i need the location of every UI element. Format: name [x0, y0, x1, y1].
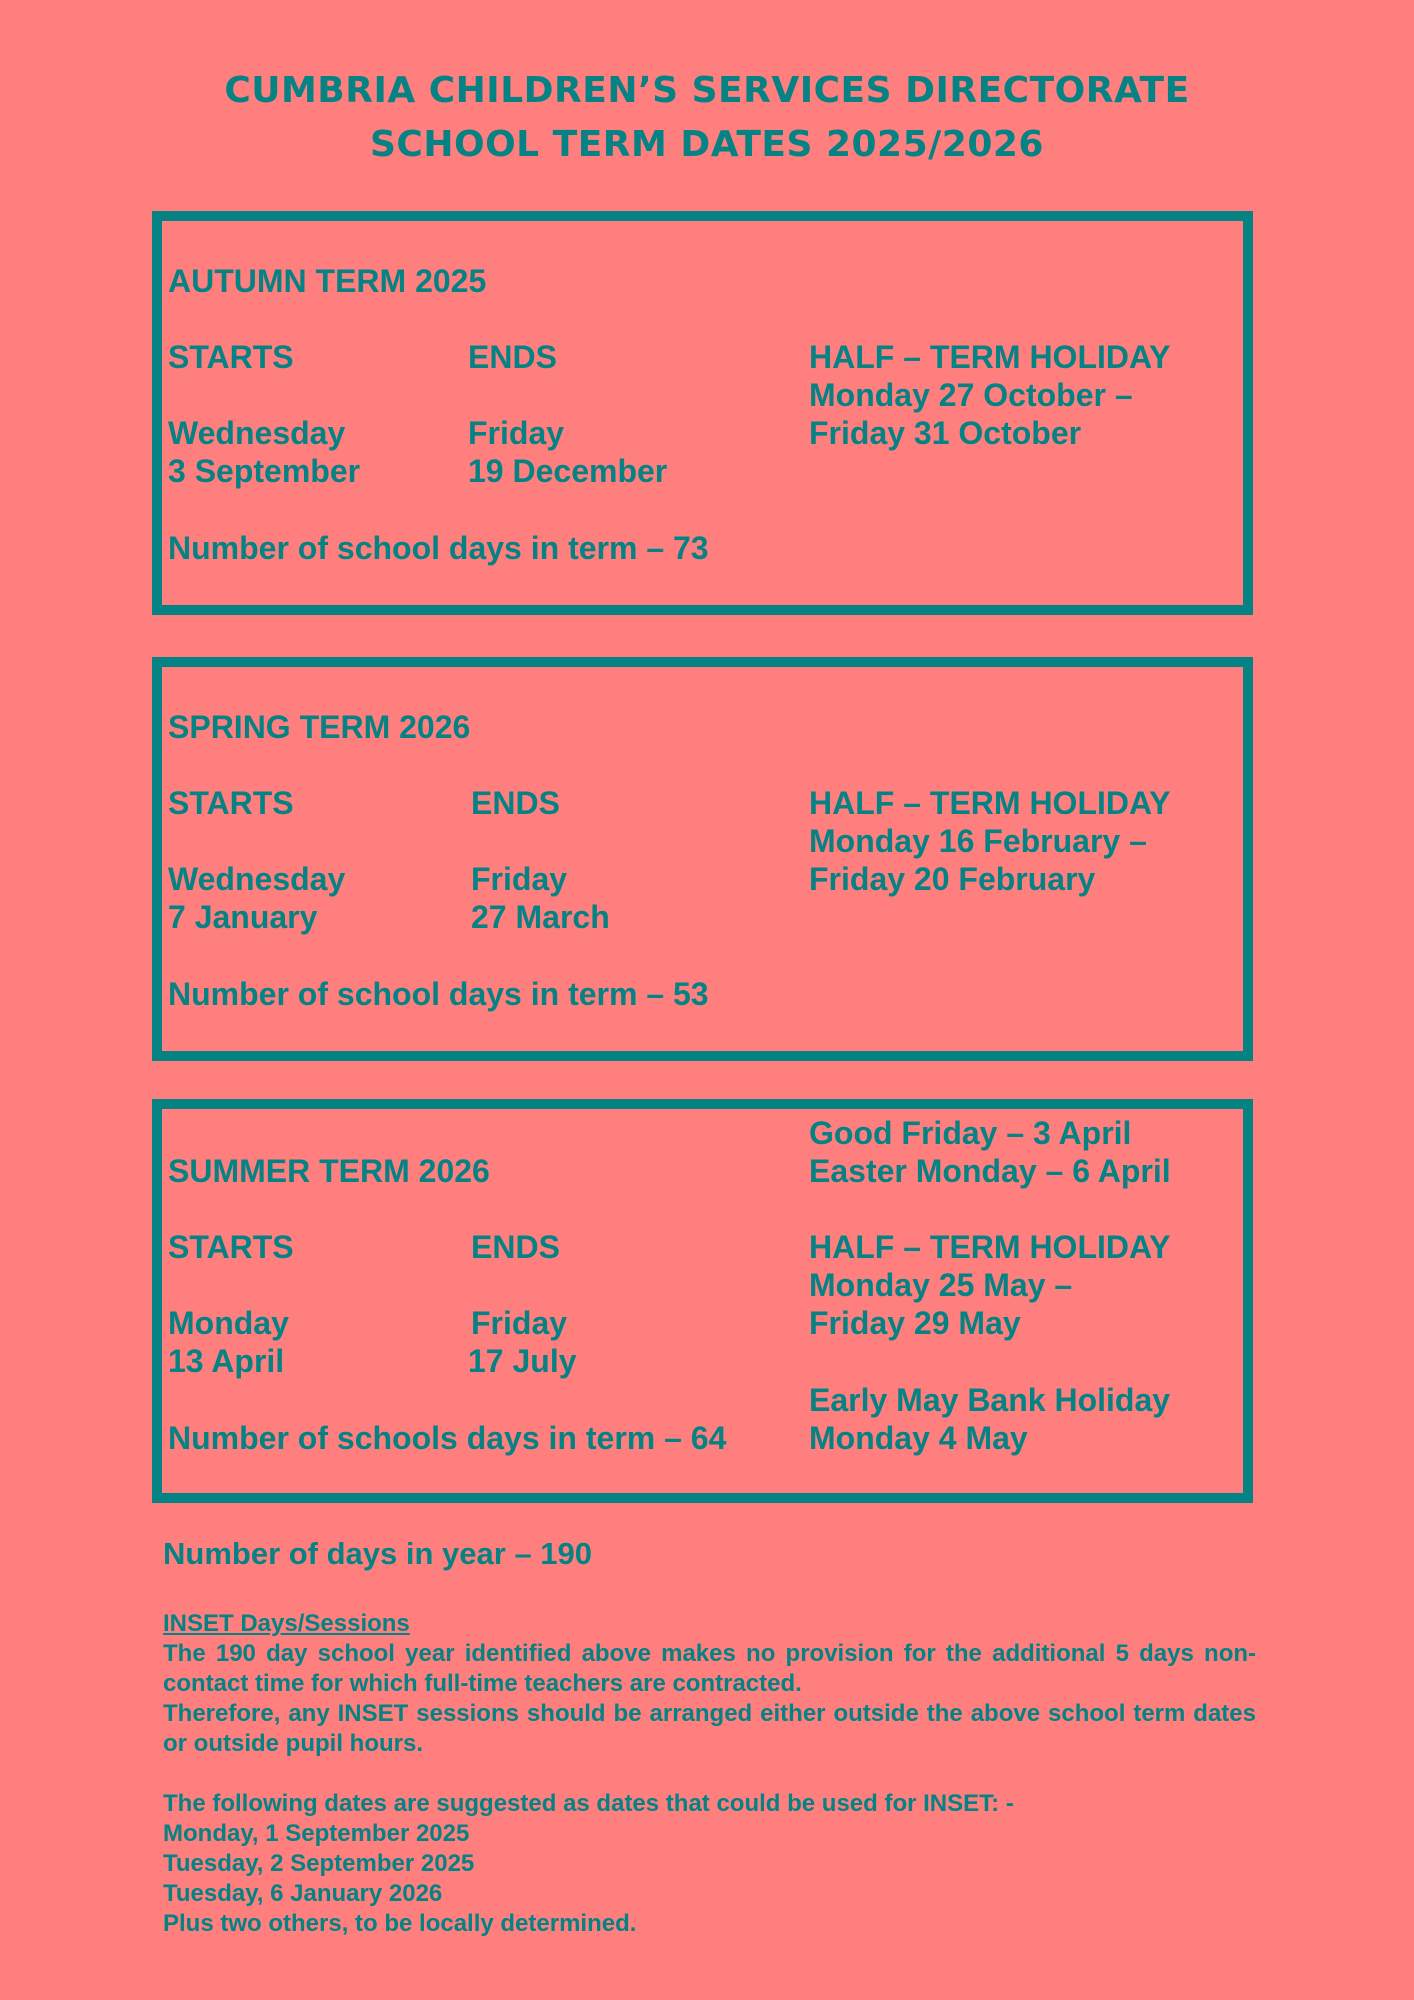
spring-end-date: 27 March [471, 899, 610, 935]
summer-half-term-start: Monday 25 May – [809, 1267, 1073, 1303]
page-title-line2: SCHOOL TERM DATES 2025/2026 [370, 124, 1044, 165]
autumn-end-day: Friday [468, 415, 565, 451]
autumn-half-term-end: Friday 31 October [809, 415, 1082, 451]
summer-start-date: 13 April [168, 1343, 285, 1379]
inset-date-1: Monday, 1 September 2025 [163, 1820, 470, 1847]
inset-section [163, 1609, 1256, 1939]
summer-school-days: Number of schools days in term – 64 [168, 1420, 727, 1456]
autumn-school-days: Number of school days in term – 73 [168, 530, 709, 566]
autumn-half-term-start: Monday 27 October – [809, 377, 1133, 413]
summer-half-term-label: HALF – TERM HOLIDAY [809, 1229, 1171, 1265]
bank-holiday-date: Monday 4 May [809, 1420, 1028, 1456]
autumn-start-day: Wednesday [168, 415, 346, 451]
inset-paragraph-1: The 190 day school year identified above makes no provision for the additional 5 days non-contact time for which full-time teachers are contracted. [163, 1640, 1256, 1697]
spring-ends-label: ENDS [471, 785, 560, 821]
spring-half-term-start: Monday 16 February – [809, 823, 1147, 859]
bank-holiday-label: Early May Bank Holiday [809, 1382, 1171, 1418]
inset-others: Plus two others, to be locally determined. [163, 1910, 637, 1937]
autumn-end-date: 19 December [468, 453, 668, 489]
inset-heading: INSET Days/Sessions [163, 1610, 410, 1637]
autumn-starts-label: STARTS [168, 339, 294, 375]
summer-end-day: Friday [471, 1305, 568, 1341]
inset-suggestion: The following dates are suggested as dates that could be used for INSET: - [163, 1790, 1014, 1817]
autumn-term-title: AUTUMN TERM 2025 [168, 263, 487, 299]
summer-half-term-end: Friday 29 May [809, 1305, 1021, 1341]
spring-starts-label: STARTS [168, 785, 294, 821]
spring-half-term-label: HALF – TERM HOLIDAY [809, 785, 1171, 821]
autumn-start-date: 3 September [168, 453, 361, 489]
page-title-line1: CUMBRIA CHILDREN’S SERVICES DIRECTORATE [224, 70, 1190, 111]
autumn-half-term-label: HALF – TERM HOLIDAY [809, 339, 1171, 375]
summer-start-day: Monday [168, 1305, 289, 1341]
inset-date-2: Tuesday, 2 September 2025 [163, 1850, 475, 1877]
spring-school-days: Number of school days in term – 53 [168, 976, 709, 1012]
autumn-ends-label: ENDS [468, 339, 557, 375]
spring-start-date: 7 January [168, 899, 318, 935]
inset-date-3: Tuesday, 6 January 2026 [163, 1880, 443, 1907]
spring-half-term-end: Friday 20 February [809, 861, 1096, 897]
inset-paragraph-2: Therefore, any INSET sessions should be arranged either outside the above school term dates or outside pupil hours. [163, 1700, 1256, 1757]
good-friday: Good Friday – 3 April [809, 1115, 1132, 1151]
year-days-total: Number of days in year – 190 [163, 1536, 593, 1571]
spring-end-day: Friday [471, 861, 568, 897]
summer-starts-label: STARTS [168, 1229, 294, 1265]
summer-end-date: 17 July [468, 1343, 577, 1379]
spring-start-day: Wednesday [168, 861, 346, 897]
summer-ends-label: ENDS [471, 1229, 560, 1265]
spring-term-title: SPRING TERM 2026 [168, 709, 471, 745]
easter-monday: Easter Monday – 6 April [809, 1153, 1171, 1189]
summer-term-title: SUMMER TERM 2026 [168, 1153, 490, 1189]
